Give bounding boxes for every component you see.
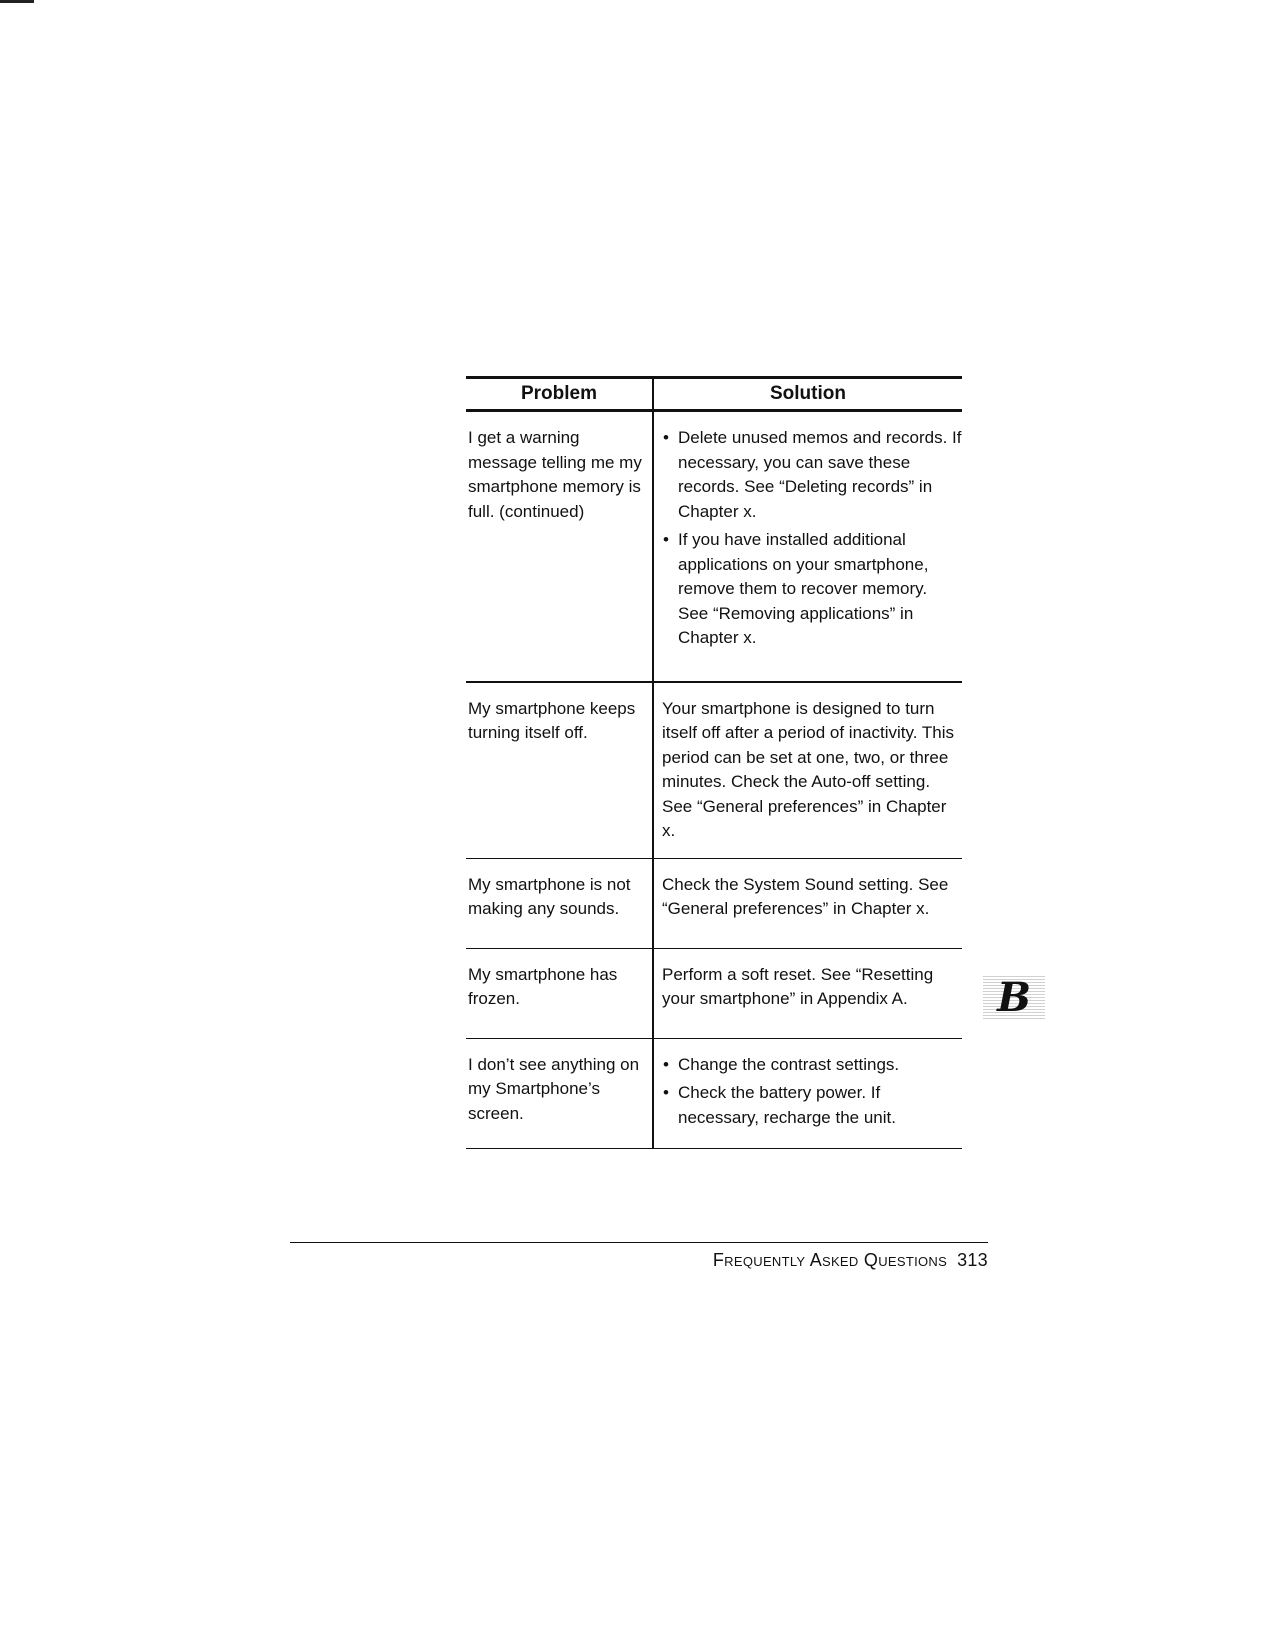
faq-table [466,376,962,1149]
problem-cell: My smartphone keeps turning itself off. [466,682,653,859]
solution-bullet: • Delete unused memos and records. If necessary, you can save these records. See “Deleting records” in Chapter x. [662,426,962,524]
solution-column-header: Solution [653,378,962,411]
page-number: 313 [957,1250,988,1270]
footer-section-title: Frequently Asked Questions [712,1250,948,1270]
solution-bullet: • Check the battery power. If necessary, recharge the unit. [662,1081,962,1130]
solution-cell: Check the System Sound setting. See “General preferences” in Chapter x. [653,858,962,948]
solution-bullet: • If you have installed additional applications on your smartphone, remove them to recover memory. See “Removing applications” in Chapter x. [662,528,962,651]
appendix-b-tab: B [983,975,1045,1021]
problem-cell: My smartphone has frozen. [466,948,653,1038]
problem-cell: I get a warning message telling me my smartphone memory is full. (continued) [466,411,653,682]
solution-cell: Perform a soft reset. See “Resetting your smartphone” in Appendix A. [653,948,962,1038]
problem-column-header: Problem [466,378,653,411]
solution-bullet-list [662,426,962,651]
page-footer [713,1250,988,1271]
problem-cell: I don’t see anything on my Smartphone’s screen. [466,1038,653,1149]
table-row [466,858,962,948]
table-row [466,948,962,1038]
footer-rule [290,1242,988,1243]
solution-cell [653,411,962,682]
problem-cell: My smartphone is not making any sounds. [466,858,653,948]
solution-bullet: • Change the contrast settings. [662,1053,962,1078]
solution-cell: Your smartphone is designed to turn itself off after a period of inactivity. This period can be set at one, two, or three minutes. Check the Auto-off setting. See “General preferences” in Chapter x. [653,682,962,859]
solution-bullet-list [662,1053,962,1131]
solution-cell [653,1038,962,1149]
table-row [466,682,962,859]
table-row [466,1038,962,1149]
page-corner-mark [0,0,34,9]
table-row [466,411,962,682]
table-header-row [466,378,962,411]
